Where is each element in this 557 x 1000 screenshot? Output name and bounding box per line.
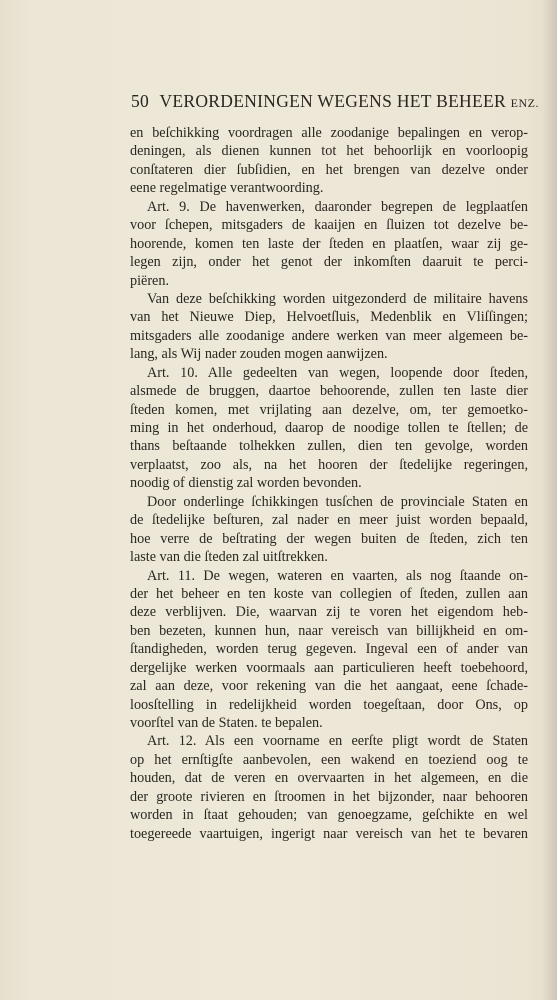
text-line: laste van die ſteden zal uitſtrekken. [130,549,328,566]
text-line: der het beheer en ten koste van collegien of ſteden, zullen aan [130,585,528,602]
text-line: ſtandigheden, worden terug gegeven. Ingeval een of ander van [130,641,528,658]
text-line: eene regelmatige verantwoording. [130,180,324,197]
running-title-suffix: ENZ. [510,96,539,110]
text-line: van het Nieuwe Diep, Helvoetſluis, Medenblik en Vliſſingen; [130,309,528,326]
page-number: 50 [131,91,150,111]
text-line: mitsgaders alle zoodanige andere werken van meer algemeen be- [130,327,528,344]
text-line: ben bezeten, kunnen hun, naar vereisch van billijkheid en om- [130,622,528,639]
text-line: deze verblijven. Die, waarvan zij te voren het eigendom heb- [130,604,528,621]
text-line: hoorende, komen ten laste der ſteden en plaatſen, waar zij ge- [130,235,528,252]
running-header [131,91,539,112]
text-line: deningen, als dienen kunnen tot het behoorlijk en voorloopig [130,143,528,160]
text-line: voorſtel van de Staten. te bepalen. [130,715,323,731]
text-line: toegereede vaartuigen, ingerigt naar vereisch van het te bevaren [130,825,528,842]
text-line: de ſtedelijke beſturen, zal nader en meer juist worden bepaald, [130,512,528,529]
text-line: voor ſchepen, mitsgaders de kaaijen en ſluizen tot dezelve be- [130,217,528,234]
text-line: hoe verre de beſtrating der wegen buiten de ſteden, zich ten [130,530,528,547]
text-line: piëren. [130,272,169,289]
text-line: worden in ſtaat gehouden; van genoegzame, geſchikte en wel [130,807,528,824]
text-line: noodig of dienstig zal worden bevonden. [130,475,362,492]
text-line: Door onderlinge ſchikkingen tusſchen de provinciale Staten en [147,493,528,510]
text-line: Art. 11. De wegen, wateren en vaarten, als nog ſtaande on- [147,567,528,584]
text-line: houden, dat de veren en overvaarten in het algemeen, en die [130,770,528,787]
text-line: zal aan deze, voor rekening van die het aangaat, eene ſchade- [130,678,528,695]
page-edge-shadow [543,0,557,1000]
text-line: ſteden komen, met vrijlating aan dezelve, om, ter gemoetko- [130,401,528,418]
text-line: Art. 9. De havenwerken, daaronder begrepen de legplaatſen [147,198,528,215]
text-line: conſtateren dier ſubſidien, en het brengen van dezelve onder [130,161,528,178]
text-line: Art. 12. Als een voorname en eerſte pligt wordt de Staten [147,733,528,750]
text-line: Art. 10. Alle gedeelten van wegen, loopende door ſteden, [147,364,528,381]
text-line: alsmede de bruggen, daartoe behoorende, zullen ten laste dier [130,383,528,400]
text-line: dergelijke werken voormaals aan particulieren heeft toebehoord, [130,659,528,676]
text-line: en beſchikking voordragen alle zoodanige bepalingen en verор- [130,125,528,141]
running-title: VERORDENINGEN WEGENS HET BEHEER [159,91,506,111]
text-line: loosſtelling in redelijkheid worden toegeſtaan, door Ons, op [130,696,528,713]
body-text [130,124,528,843]
text-line: der groote rivieren en ſtroomen in het bijzonder, naar behooren [130,788,528,805]
text-line: Van deze beſchikking worden uitgezonderd de militaire havens [147,290,528,307]
text-line: thans beſtaande tolhekken zullen, dien ten gevolge, worden [130,438,528,455]
text-line: legen zijn, onder het genot der inkomſten daaruit te perci- [130,254,528,271]
text-line: verplaatst, zoo als, na het hooren der ſtedelijke regeringen, [130,456,528,473]
text-line: ming in het onderhoud, daarop de noodige tollen te ſtellen; de [130,420,528,436]
text-line: lang, als Wij nader zouden mogen aanwijzen. [130,346,388,363]
text-line: op het ernſtigſte aanbevolen, een wakend en toeziend oog te [130,751,528,768]
